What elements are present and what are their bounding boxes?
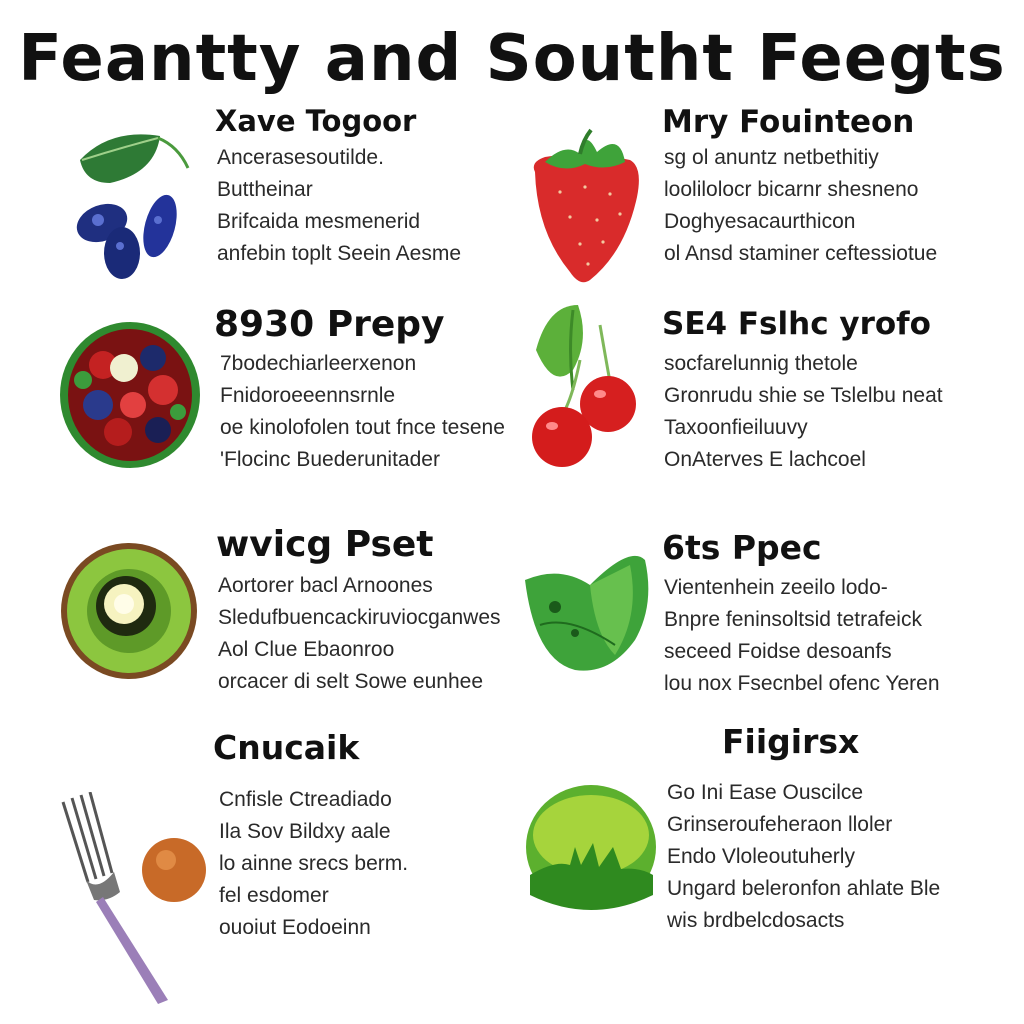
card-text-line: Ungard beleronfon ahlate Ble <box>667 877 941 900</box>
card-text-line: anfebin toplt Seein Aesme <box>217 242 462 265</box>
card-text-line: socfarelunnig thetole <box>664 352 858 375</box>
card-text-line: 'Flocinc Buederunitader <box>220 448 440 471</box>
card-heading: Cnucaik <box>213 728 360 767</box>
kiwi-icon <box>60 542 198 680</box>
card-heading: 8930 Prepy <box>214 304 445 345</box>
card-text-line: Grinseroufeheraon lloler <box>667 813 893 836</box>
card-text-line: Doghyesacaurthicon <box>664 210 856 233</box>
card-text-line: lou nox Fsecnbel ofenc Yeren <box>664 672 940 695</box>
card-heading: Xave Togoor <box>215 104 417 138</box>
cherries-icon <box>528 300 643 470</box>
card-heading: Fiigirsx <box>722 722 860 761</box>
card-text-line: wis brdbelcdosacts <box>667 909 845 932</box>
card-text-line: Go Ini Ease Ouscilce <box>667 781 864 804</box>
card-text-line: OnAterves E lachcoel <box>664 448 866 471</box>
fork-and-orange-icon <box>58 792 213 1007</box>
card-heading: 6ts Ppec <box>662 528 822 567</box>
card-text-line: loolilolocr bicarnr shesneno <box>664 178 919 201</box>
card-text-line: Ancerasesoutilde. <box>217 146 384 169</box>
green-leaf-icon <box>520 545 655 680</box>
card-heading: wvicg Pset <box>216 524 434 565</box>
card-text-line: Brifcaida mesmenerid <box>217 210 421 233</box>
card-text-line: Bnpre feninsoltsid tetrafeick <box>664 608 922 631</box>
card-text-line: seceed Foidse desoanfs <box>664 640 892 663</box>
card-text-line: Endo Vloleoutuherly <box>667 845 855 868</box>
berry-bowl-icon <box>58 320 203 470</box>
card-text-line: Ila Sov Bildxy aale <box>219 820 391 843</box>
card-text-line: Fnidoroeeennsrnle <box>220 384 396 407</box>
card-text-line: Aortorer bacl Arnoones <box>218 574 433 597</box>
card-text-line: orcacer di selt Sowe eunhee <box>218 670 483 693</box>
card-text-line: oe kinolofolen tout fnce tesene <box>220 416 505 439</box>
leaf-and-blueberries-icon <box>70 128 200 288</box>
card-heading: SE4 Fslhc yrofo <box>662 306 931 342</box>
card-text-line: ol Ansd staminer ceftessiotue <box>664 242 938 265</box>
card-text-line: Aol Clue Ebaonroo <box>218 638 395 661</box>
card-text-line: Buttheinar <box>217 178 313 201</box>
card-text-line: Gronrudu shie se Tslelbu neat <box>664 384 943 407</box>
page-title: Feantty and Southt Feegts <box>18 22 1006 96</box>
green-landscape-icon <box>525 785 657 910</box>
card-heading: Mry Fouinteon <box>662 104 915 140</box>
card-text-line: Vientenhein zeeilo lodo- <box>664 576 888 599</box>
card-text-line: Taxoonfieiluuvy <box>664 416 808 439</box>
card-text-line: sg ol anuntz netbethitiy <box>664 146 879 169</box>
strawberry-icon <box>525 122 645 287</box>
card-text-line: lo ainne srecs berm. <box>219 852 409 875</box>
card-text-line: Cnfisle Ctreadiado <box>219 788 392 811</box>
card-text-line: ouoiut Eodoeinn <box>219 916 371 939</box>
card-text-line: fel esdomer <box>219 884 329 907</box>
card-text-line: Sledufbuencackiruviocganwes <box>218 606 501 629</box>
card-text-line: 7bodechiarleerxenon <box>220 352 417 375</box>
